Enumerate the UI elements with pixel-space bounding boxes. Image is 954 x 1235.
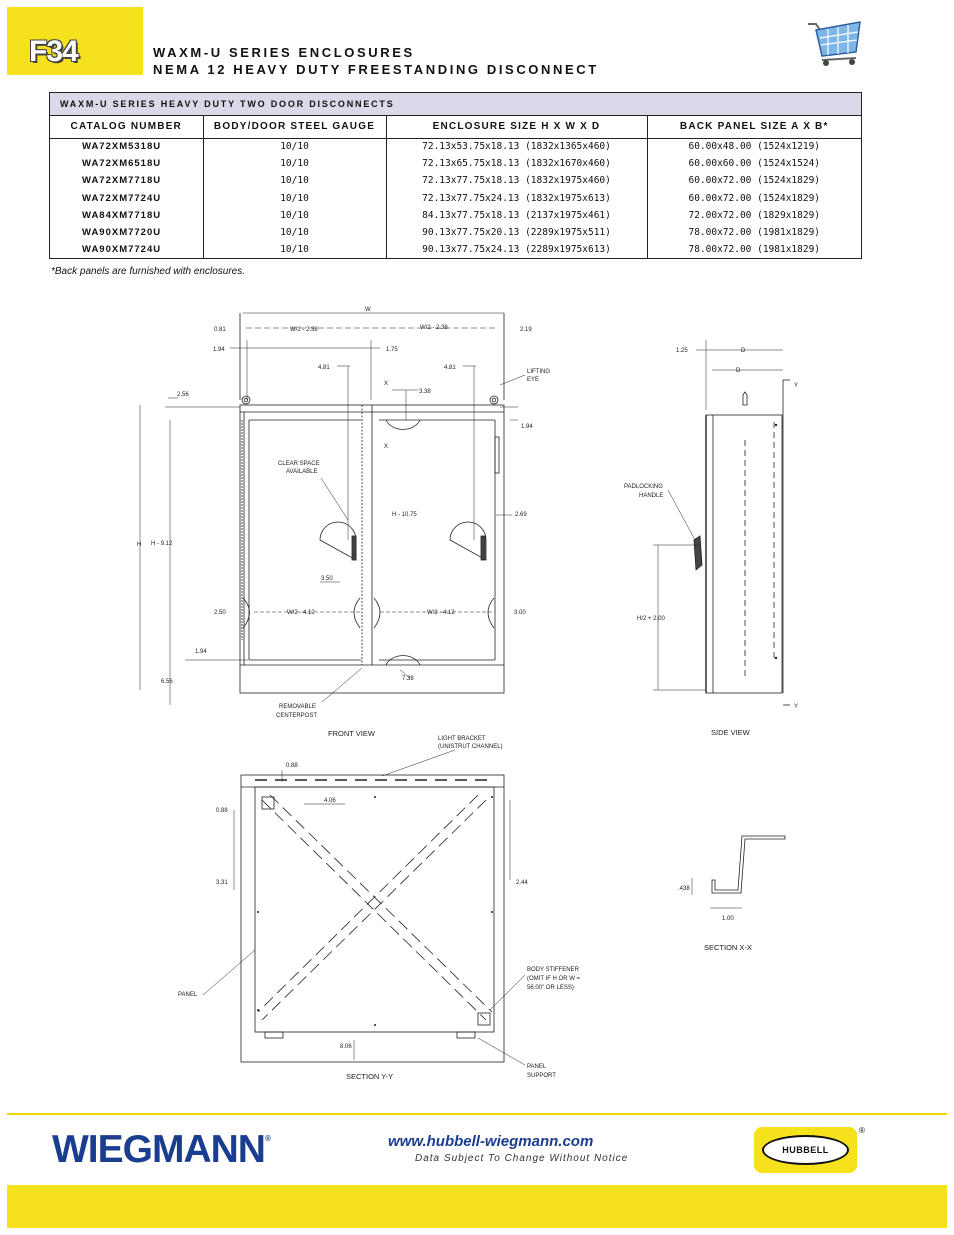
section-y-mark-bottom: Y bbox=[794, 704, 799, 710]
dim-125: 1.25 bbox=[676, 348, 688, 354]
dim-w412b: W/2 - 4.12 bbox=[427, 610, 455, 616]
catalog-number: WA90XM7724U bbox=[50, 241, 203, 258]
enclosure-size: 72.13x53.75x18.13 (1832x1365x460) bbox=[386, 138, 647, 155]
side-view-label: SIDE VIEW bbox=[711, 728, 750, 737]
catalog-number: WA84XM7718U bbox=[50, 207, 203, 224]
title-line-2: NEMA 12 HEAVY DUTY FREESTANDING DISCONNECT bbox=[153, 62, 599, 77]
clear-space-label: CLEAR SPACE bbox=[278, 461, 320, 467]
centerpost-label: CENTERPOST bbox=[276, 713, 318, 719]
dim-350: 3.50 bbox=[321, 576, 333, 582]
unistrut-label: (UNISTRUT CHANNEL) bbox=[438, 744, 503, 750]
enclosure-size: 72.13x65.75x18.13 (1832x1670x460) bbox=[386, 155, 647, 172]
gauge: 10/10 bbox=[203, 138, 386, 155]
dim-100: 1.00 bbox=[722, 916, 734, 922]
table-heading: WAXM-U SERIES HEAVY DUTY TWO DOOR DISCONNECTS bbox=[50, 93, 861, 116]
dim-088b: 0.88 bbox=[216, 808, 228, 814]
dim-481b: 4.81 bbox=[444, 365, 456, 371]
available-label: AVAILABLE bbox=[286, 469, 318, 475]
hubbell-reg-mark: ® bbox=[859, 1126, 865, 1135]
dim-738: 7.38 bbox=[402, 676, 414, 682]
back-panel-size: 60.00x48.00 (1524x1219) bbox=[688, 141, 821, 153]
dim-338: 3.38 bbox=[419, 389, 431, 395]
dim-256: 2.56 bbox=[177, 392, 189, 398]
catalog-number: WA72XM5318U bbox=[50, 138, 203, 155]
table-footnote: *Back panels are furnished with enclosures. bbox=[51, 266, 245, 277]
hubbell-wordmark: HUBBELL bbox=[782, 1145, 829, 1155]
dim-331: 3.31 bbox=[216, 880, 228, 886]
dim-300: 3.00 bbox=[514, 610, 526, 616]
website-link[interactable]: www.hubbell-wiegmann.com bbox=[388, 1133, 594, 1150]
section-y-mark-top: Y bbox=[794, 383, 799, 389]
panel-support-label-1: PANEL bbox=[527, 1064, 547, 1070]
dim-194c: 1.94 bbox=[195, 649, 207, 655]
dim-w: W bbox=[365, 307, 371, 313]
dim-194b: 1.94 bbox=[521, 424, 533, 430]
gauge: 10/10 bbox=[203, 241, 386, 258]
page-code: F34 bbox=[29, 35, 78, 68]
side-view-drawing bbox=[653, 340, 790, 705]
dim-219: 2.19 bbox=[520, 327, 532, 333]
gauge: 10/10 bbox=[203, 172, 386, 189]
section-x-drawing bbox=[692, 836, 785, 908]
change-notice: Data Subject To Change Without Notice bbox=[415, 1153, 629, 1164]
footer-bar bbox=[7, 1185, 947, 1228]
col-enclosure: ENCLOSURE SIZE H X W X D bbox=[386, 116, 647, 138]
title-line-1: WAXM-U SERIES ENCLOSURES bbox=[153, 45, 415, 60]
dim-406: 4.06 bbox=[324, 798, 336, 804]
dim-h2: H/2 + 2.00 bbox=[637, 616, 665, 622]
catalog-number: WA72XM6518U bbox=[50, 155, 203, 172]
dim-806: 8.06 bbox=[340, 1044, 352, 1050]
padlocking-label: PADLOCKING bbox=[624, 484, 663, 490]
dim-d2: D bbox=[736, 368, 741, 374]
dim-438: .438 bbox=[678, 886, 690, 892]
enclosure-size: 72.13x77.75x24.13 (1832x1975x613) bbox=[386, 190, 647, 207]
lifting-label: LIFTING bbox=[527, 369, 551, 375]
brand-name: WIEGMANN bbox=[52, 1128, 265, 1171]
handle-label: HANDLE bbox=[639, 493, 664, 499]
back-panel-size: 60.00x60.00 (1524x1524) bbox=[688, 158, 821, 170]
dim-656: 6.56 bbox=[161, 679, 173, 685]
eye-label: EYE bbox=[527, 377, 540, 383]
stiffener-note-1: (OMIT IF H OR W = bbox=[527, 976, 581, 982]
dim-h: H bbox=[137, 542, 142, 548]
section-x-mark-top: X bbox=[384, 381, 389, 387]
panel-label: PANEL bbox=[178, 992, 198, 998]
col-backpanel: BACK PANEL SIZE A X B* bbox=[647, 116, 861, 138]
light-bracket-label: LIGHT BRACKET bbox=[438, 736, 486, 742]
back-panel-size: 60.00x72.00 (1524x1829) bbox=[688, 175, 821, 187]
removable-label: REMOVABLE bbox=[279, 704, 316, 710]
dim-081: 0.81 bbox=[214, 327, 226, 333]
dim-d1: D bbox=[741, 348, 746, 354]
dim-w412a: W/2 - 4.12 bbox=[287, 610, 315, 616]
enclosure-size: 90.13x77.75x20.13 (2289x1975x511) bbox=[386, 224, 647, 241]
dim-175: 1.75 bbox=[386, 347, 398, 353]
gauge: 10/10 bbox=[203, 155, 386, 172]
hubbell-globe-icon bbox=[762, 1135, 849, 1165]
catalog-number: WA72XM7724U bbox=[50, 190, 203, 207]
enclosure-size: 90.13x77.75x24.13 (2289x1975x613) bbox=[386, 241, 647, 258]
stiffener-label: BODY STIFFENER bbox=[527, 967, 579, 973]
back-panel-size: 72.00x72.00 (1829x1829) bbox=[688, 209, 821, 221]
dim-h912: H - 9.12 bbox=[151, 541, 173, 547]
section-x-mark-bottom: X bbox=[384, 444, 389, 450]
front-view-drawing bbox=[140, 313, 525, 705]
dim-250: 2.50 bbox=[214, 610, 226, 616]
panel-support-label-2: SUPPORT bbox=[527, 1073, 556, 1079]
dim-088a: 0.88 bbox=[286, 763, 298, 769]
dim-244: 2.44 bbox=[516, 880, 528, 886]
hubbell-logo bbox=[754, 1127, 857, 1173]
back-panel-size: 78.00x72.00 (1981x1829) bbox=[688, 244, 821, 256]
dim-half-left: W/2 - 2.38 bbox=[290, 327, 318, 333]
section-y-drawing bbox=[203, 750, 525, 1065]
section-y-label: SECTION Y-Y bbox=[346, 1072, 394, 1081]
catalog-number: WA72XM7718U bbox=[50, 172, 203, 189]
enclosure-size: 72.13x77.75x18.13 (1832x1975x460) bbox=[386, 172, 647, 189]
dim-194a: 1.94 bbox=[213, 347, 225, 353]
gauge: 10/10 bbox=[203, 190, 386, 207]
back-panel-size: 78.00x72.00 (1981x1829) bbox=[688, 227, 821, 239]
col-catalog: CATALOG NUMBER bbox=[50, 116, 203, 138]
gauge: 10/10 bbox=[203, 224, 386, 241]
gauge: 10/10 bbox=[203, 207, 386, 224]
dim-481a: 4.81 bbox=[318, 365, 330, 371]
wiegmann-logo bbox=[52, 1128, 270, 1172]
dim-half-right: W/2 - 2.38 bbox=[420, 325, 448, 331]
catalog-number: WA90XM7720U bbox=[50, 224, 203, 241]
dim-h1075: H - 10.75 bbox=[392, 512, 417, 518]
front-view-label: FRONT VIEW bbox=[328, 729, 375, 738]
col-gauge: BODY/DOOR STEEL GAUGE bbox=[203, 116, 386, 138]
dim-269: 2.69 bbox=[515, 512, 527, 518]
back-panel-size: 60.00x72.00 (1524x1829) bbox=[688, 192, 821, 204]
stiffener-note-2: 56.00" OR LESS) bbox=[527, 985, 574, 991]
enclosure-size: 84.13x77.75x18.13 (2137x1975x461) bbox=[386, 207, 647, 224]
footer-divider bbox=[7, 1113, 947, 1115]
section-x-label: SECTION X-X bbox=[704, 943, 752, 952]
brand-reg-mark: ® bbox=[264, 1134, 270, 1143]
